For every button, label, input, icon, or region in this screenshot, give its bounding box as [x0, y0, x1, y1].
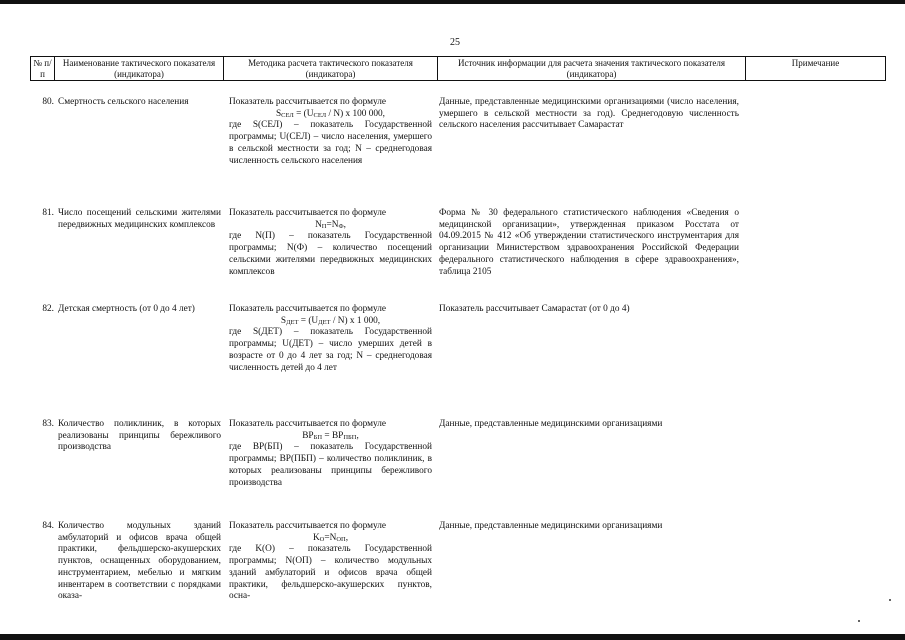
method-cell — [229, 521, 432, 603]
formula: $K_O=N_{ОП}$, — [312, 532, 349, 543]
formula: $S_{СЕЛ} = (U_{СЕЛ} / N)$ х 100 000, — [275, 108, 386, 119]
row-number: 84. — [42, 521, 54, 531]
indicator-name: Количество модульных зданий амбулаторий и офисов врача общей практики, фельдшерско-акушерских пунктов, оснащенных оборудованием, инструментарием, мебелью и мягким инвентарем в соответствии с порядками оказа- — [58, 521, 221, 602]
method-intro: Показатель рассчитывается по формуле — [229, 521, 387, 531]
source-cell: Данные, представленные медицинскими организациями (число населения, умершего в сельской местности за год). Среднегодовую численность сельского населения рассчитывает Самарастат — [439, 97, 739, 131]
method-description: где N(П) – показатель Государственной программы; N(Ф) – количество посещений сельскими жителями передвижных медицинских комплексов — [229, 231, 432, 277]
method-intro: Показатель рассчитывается по формуле — [229, 419, 387, 429]
row-number: 83. — [42, 419, 54, 429]
indicator-name: Число посещений сельскими жителями передвижных медицинских комплексов — [58, 208, 221, 230]
source-cell: Данные, представленные медицинскими организациями — [439, 521, 663, 531]
method-intro: Показатель рассчитывается по формуле — [229, 97, 387, 107]
scan-speck — [858, 620, 860, 622]
row-number: 81. — [42, 208, 54, 218]
indicator-name: Детская смертность (от 0 до 4 лет) — [58, 304, 195, 314]
row-number: 80. — [42, 97, 54, 107]
header-note: Примечание — [746, 57, 886, 81]
row-number: 82. — [42, 304, 54, 314]
formula: $BP_{БП} = BP_{ПБП}$, — [302, 430, 359, 441]
header-num: № п/п — [31, 57, 55, 81]
indicator-name: Количество поликлиник, в которых реализованы принципы бережливого производства — [58, 419, 221, 453]
method-intro: Показатель рассчитывается по формуле — [229, 304, 387, 314]
method-description: где K(O) – показатель Государственной программы; N(ОП) – количество модульных зданий амбулаторий и офисов врача общей практики, фельдшерско-акушерских пунктов, осна- — [229, 544, 432, 602]
indicator-name: Смертность сельского населения — [58, 97, 189, 107]
scan-speck — [889, 599, 891, 601]
bottom-border — [0, 634, 905, 640]
formula: $N_П=N_Ф$, — [315, 219, 346, 230]
top-border — [0, 0, 905, 4]
method-cell — [229, 304, 432, 374]
method-cell — [229, 419, 432, 489]
method-description: где S(СЕЛ) – показатель Государственной программы; U(СЕЛ) – число населения, умершего в сельской местности за год; N – среднегодовая численность сельского населения — [229, 120, 432, 166]
header-method: Методика расчета тактического показателя (индикатора) — [224, 57, 438, 81]
method-intro: Показатель рассчитывается по формуле — [229, 208, 387, 218]
header-name: Наименование тактического показателя (индикатора) — [55, 57, 224, 81]
source-cell: Данные, представленные медицинскими организациями — [439, 419, 663, 429]
table-header — [30, 56, 886, 81]
formula: $S_{ДЕТ} = (U_{ДЕТ} / N)$ х 1 000, — [280, 315, 381, 326]
method-description: где BP(БП) – показатель Государственной программы; BP(ПБП) – количество поликлиник, в которых реализованы принципы бережливого производства — [229, 442, 432, 488]
method-cell — [229, 97, 432, 167]
header-source: Источник информации для расчета значения тактического показателя (индикатора) — [438, 57, 746, 81]
method-cell — [229, 208, 432, 278]
method-description: где S(ДЕТ) – показатель Государственной программы; U(ДЕТ) – число умерших детей в возрасте от 0 до 4 лет за год; N – среднегодовая численность детей до 4 лет — [229, 327, 432, 373]
page-number: 25 — [450, 37, 460, 48]
source-cell: Показатель рассчитывает Самарастат (от 0 до 4) — [439, 304, 630, 314]
source-cell: Форма № 30 федерального статистического наблюдения «Сведения о медицинской организации», утвержденная приказом Росстата от 04.09.2015 № 412 «Об утверждении статистического инструментария для организации Министерством здравоохранения Российской Федерации федерального статистического наблюдения в сфере здравоохранения», таблица 2105 — [439, 208, 739, 277]
